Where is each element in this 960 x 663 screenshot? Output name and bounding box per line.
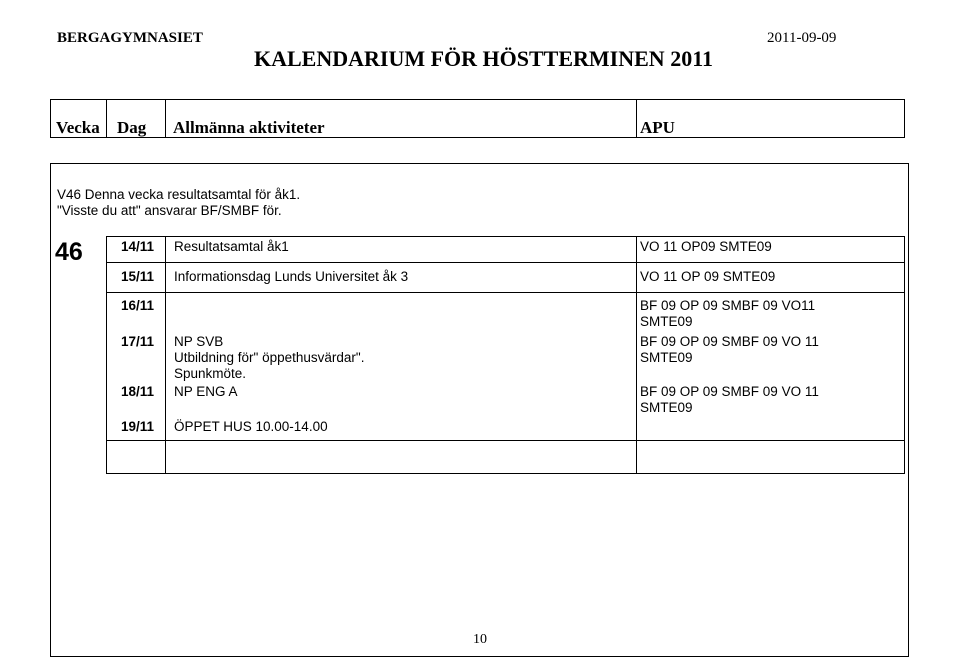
grid-line [904,236,905,473]
grid-line [165,236,166,473]
apu-cell: SMTE09 [640,400,693,415]
column-header-activities: Allmänna aktiviteter [173,118,325,137]
apu-cell: SMTE09 [640,314,693,329]
day-cell: 17/11 [121,334,155,349]
calendar-body [50,163,909,657]
grid-line [106,236,905,237]
day-cell: 16/11 [121,298,155,313]
column-header-week: Vecka [56,118,100,137]
grid-line [106,473,905,474]
apu-cell: VO 11 OP09 SMTE09 [640,239,772,254]
activity-cell: ÖPPET HUS 10.00-14.00 [174,419,328,434]
column-divider [165,99,166,138]
page-title: KALENDARIUM FÖR HÖSTTERMINEN 2011 [254,46,713,71]
day-cell: 14/11 [121,239,155,254]
column-header-apu: APU [640,118,675,137]
apu-cell: BF 09 OP 09 SMBF 09 VO 11 [640,334,819,349]
activity-cell: Informationsdag Lunds Universitet åk 3 [174,269,409,284]
activity-cell: Spunkmöte. [174,366,247,381]
day-cell: 18/11 [121,384,155,399]
column-divider [106,99,107,138]
grid-line [106,440,905,441]
school-name: BERGAGYMNASIET [57,30,203,46]
day-cell: 19/11 [121,419,155,434]
activity-cell: Utbildning för" öppethusvärdar". [174,350,365,365]
column-header-day: Dag [117,118,147,137]
activity-cell: NP ENG A [174,384,238,399]
activity-cell: NP SVB [174,334,224,349]
apu-cell: VO 11 OP 09 SMTE09 [640,269,776,284]
grid-line [106,262,905,263]
week-number: 46 [55,238,83,266]
page-number: 10 [473,632,487,647]
week-note-line: V46 Denna vecka resultatsamtal för åk1. [57,187,301,202]
apu-cell: SMTE09 [640,350,693,365]
day-cell: 15/11 [121,269,155,284]
document-date: 2011-09-09 [767,30,837,46]
apu-cell: BF 09 OP 09 SMBF 09 VO 11 [640,384,819,399]
grid-line [106,236,107,473]
column-divider [636,99,637,138]
week-note-line: "Visste du att" ansvarar BF/SMBF för. [57,203,282,218]
grid-line [106,292,905,293]
apu-cell: BF 09 OP 09 SMBF 09 VO11 [640,298,816,313]
grid-line [636,236,637,473]
activity-cell: Resultatsamtal åk1 [174,239,289,254]
